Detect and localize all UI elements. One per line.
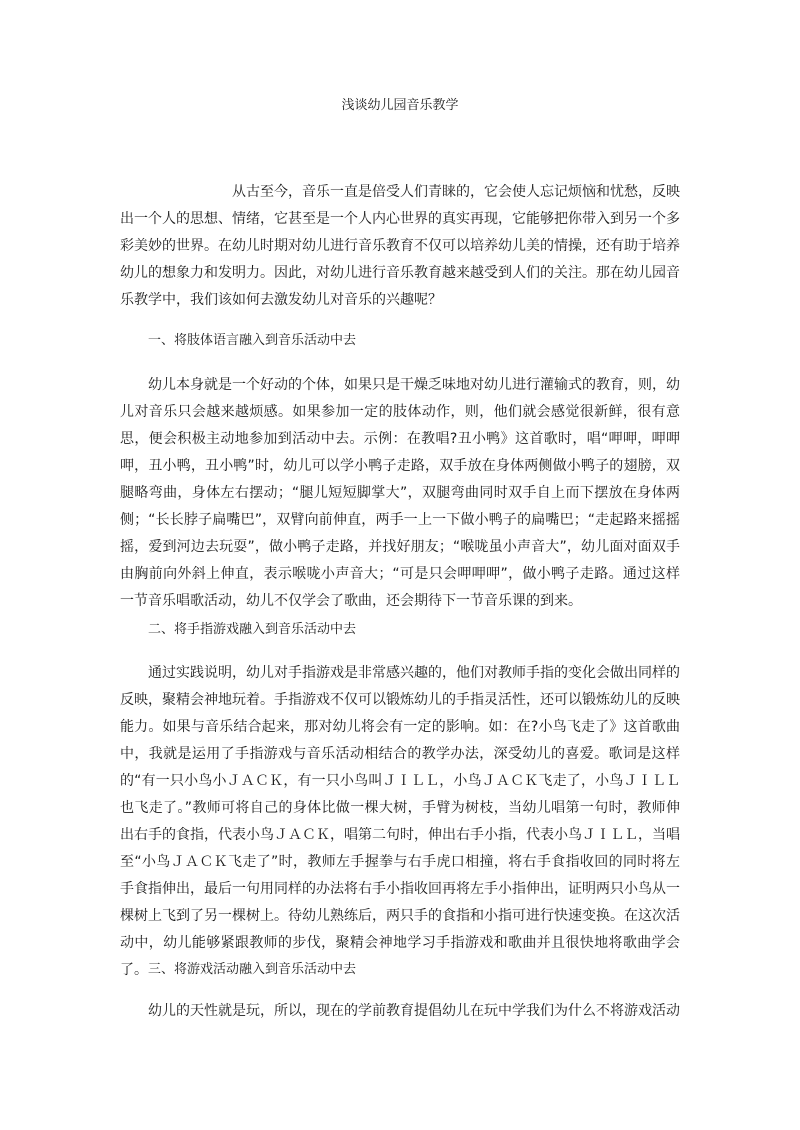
section-heading-1: 一、将肢体语言融入到音乐活动中去: [148, 333, 357, 348]
section-paragraph-2: 通过实践说明，幼儿对手指游戏是非常感兴趣的，他们对教师手指的变化会做出同样的反映，聚精会神地玩着。手指游戏不仅可以锻炼幼儿的手指灵活性，还可以锻炼幼儿的反映能力。如果与音乐结合起来，那对幼儿将会有一定的影响。如：在?小鸟飞走了》这首歌曲中，我就是运用了手指游戏与音乐活动相结合的教学办法，深受幼儿的喜爱。歌词是这样的“有一只小鸟小ＪＡＣＫ，有一只小鸟叫ＪＩＬＬ，小鸟ＪＡＣＫ飞走了，小鸟ＪＩＬＬ也飞走了。”教师可将自己的身体比做一棵大树，手臂为树枝，当幼儿唱第一句时，教师伸出右手的食指，代表小鸟ＪＡＣＫ，唱第二句时，伸出右手小指，代表小鸟ＪＩＬＬ，当唱至“小鸟ＪＡＣＫ飞走了”时，教师左手握拳与右手虎口相撞，将右手食指收回的同时将左手食指伸出，最后一句用同样的办法将右手小指收回再将左手小指伸出，证明两只小鸟从一棵树上飞到了另一棵树上。待幼儿熟练后，两只手的食指和小指可进行快速变换。在这次活动中，幼儿能够紧跟教师的步伐，聚精会神地学习手指游戏和歌曲并且很快地将歌曲学会了。: [120, 665, 680, 978]
intro-paragraph: 从古至今，音乐一直是倍受人们青睐的，它会使人忘记烦恼和忧愁，反映出一个人的思想、情绪，它甚至是一个人内心世界的真实再现，它能够把你带入到另一个多彩美妙的世界。在幼儿时期对幼儿进行音乐教育不仅可以培养幼儿美的情操，还有助于培养幼儿的想象力和发明力。因此，对幼儿进行音乐教育越来越受到人们的关注。那在幼儿园音乐教学中，我们该如何去激发幼儿对音乐的兴趣呢？: [120, 184, 680, 308]
section-heading-3: 三、将游戏活动融入到音乐活动中去: [148, 962, 357, 977]
section-paragraph-3: 幼儿的天性就是玩，所以，现在的学前教育提倡幼儿在玩中学我们为什么不将游戏活动: [148, 1003, 680, 1019]
section-heading-2: 二、将手指游戏融入到音乐活动中去: [148, 622, 357, 637]
section-paragraph-1: 幼儿本身就是一个好动的个体，如果只是干燥乏味地对幼儿进行灌输式的教育，则，幼儿对音乐只会越来越烦感。如果参加一定的肢体动作，则，他们就会感觉很新鲜，很有意思，便会积极主动地参加到活动中去。示例：在教唱?丑小鸭》这首歌时，唱“呷呷，呷呷呷，丑小鸭，丑小鸭”时，幼儿可以学小鸭子走路，双手放在身体两侧做小鸭子的翅膀，双腿略弯曲，身体左右摆动；“腿儿短短脚掌大”，双腿弯曲同时双手自上而下摆放在身体两侧；“长长脖子扁嘴巴”，双臂向前伸直，两手一上一下做小鸭子的扁嘴巴；“走起路来摇摇摇，爱到河边去玩耍”，做小鸭子走路，并找好朋友；“喉咙虽小声音大”，幼儿面对面双手由胸前向外斜上伸直，表示喉咙小声音大；“可是只会呷呷呷”，做小鸭子走路。通过这样一节音乐唱歌活动，幼儿不仅学会了歌曲，还会期待下一节音乐课的到来。: [120, 377, 680, 609]
document-title: 浅谈幼儿园音乐教学: [341, 98, 459, 113]
